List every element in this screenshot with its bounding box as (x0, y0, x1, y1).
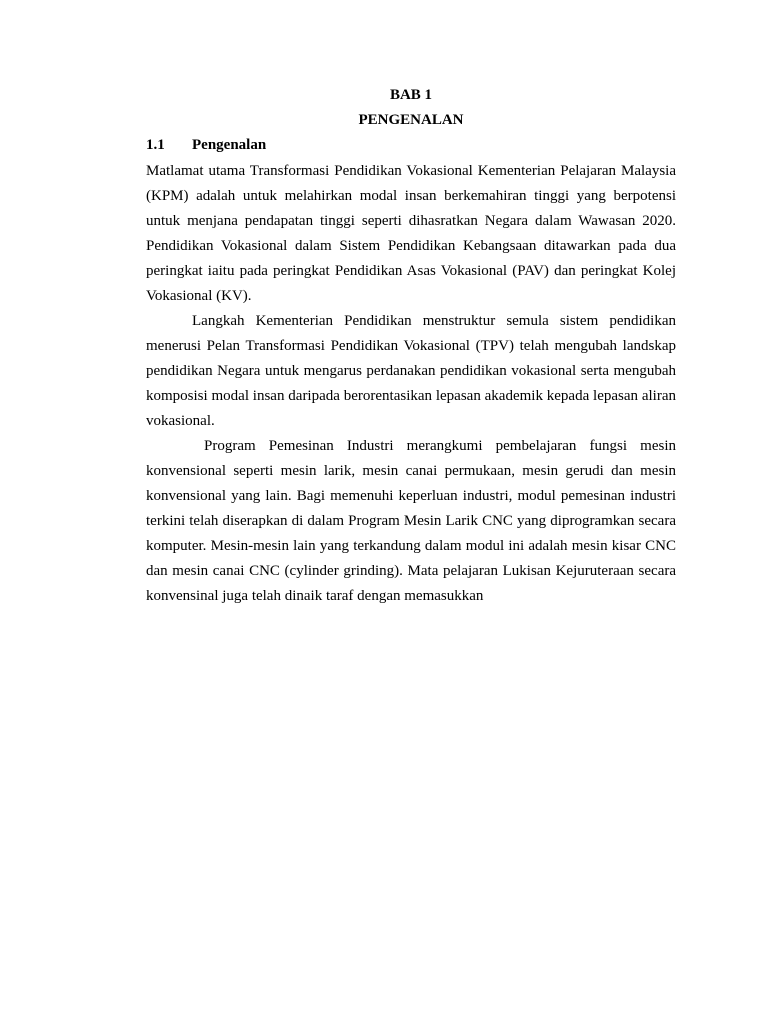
chapter-number: BAB 1 (389, 87, 433, 103)
section-heading (146, 134, 266, 156)
chapter-title: PENGENALAN (358, 112, 464, 128)
section-number: 1.1 (146, 137, 165, 153)
paragraph: Matlamat utama Transformasi Pendidikan Vokasional Kementerian Pelajaran Malaysia (KPM) adalah untuk melahirkan modal insan berkemahiran tinggi yang berpotensi untuk menjana pendapatan tinggi seperti dihasratkan Negara dalam Wawasan 2020. Pendidikan Vokasional dalam Sistem Pendidikan Kebangsaan ditawarkan pada dua peringkat iaitu pada peringkat Pendidikan Asas Vokasional (PAV) dan peringkat Kolej Vokasional (KV). (146, 163, 676, 304)
body-text (146, 159, 676, 609)
paragraph: Langkah Kementerian Pendidikan menstruktur semula sistem pendidikan menerusi Pelan Transformasi Pendidikan Vokasional (TPV) telah mengubah landskap pendidikan Negara untuk mengarus perdanakan pendidikan vokasional serta mengubah komposisi modal insan daripada berorentasikan lepasan akademik kepada lepasan aliran vokasional. (146, 313, 676, 429)
section-title: Pengenalan (192, 137, 267, 153)
paragraph: Program Pemesinan Industri merangkumi pembelajaran fungsi mesin konvensional seperti mesin larik, mesin canai permukaan, mesin gerudi dan mesin konvensional yang lain. Bagi memenuhi keperluan industri, modul pemesinan industri terkini telah diserapkan di dalam Program Mesin Larik CNC yang diprogramkan secara komputer. Mesin-mesin lain yang terkandung dalam modul ini adalah mesin kisar CNC dan mesin canai CNC (cylinder grinding). Mata pelajaran Lukisan Kejuruteraan secara konvensinal juga telah dinaik taraf dengan memasukkan (146, 438, 676, 604)
